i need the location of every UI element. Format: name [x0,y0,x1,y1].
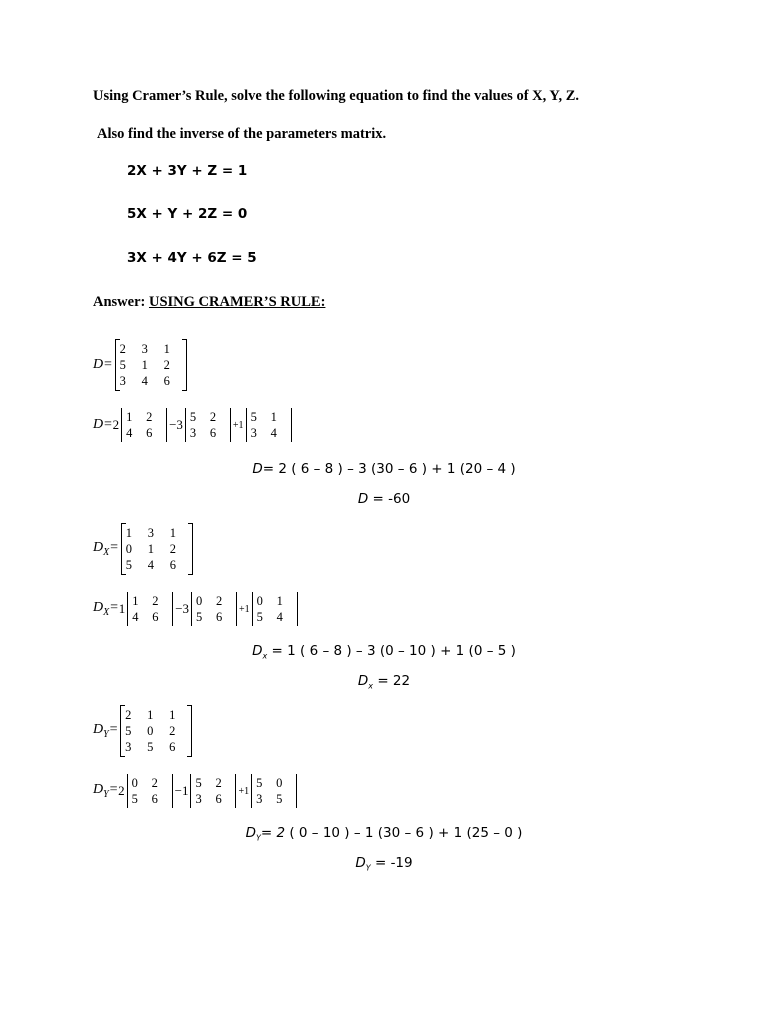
dy-matrix-block [93,706,192,756]
dx-minor-3: 0 1 5 4 [252,592,298,626]
dy-calculation: $D_Y= 2$ ( 0 – 10 ) – 1 (30 – 6 ) + 1 (25 – 0 ) [245,825,523,843]
dx-expansion-label: $D_X=$ [93,600,119,618]
dy-matrix: 2 1 1 5 0 2 3 5 6 [120,706,192,756]
dy-coef-2: −1 [174,783,189,798]
dx-coef-1: 1 [118,601,126,616]
d-coef-3: +1 [232,419,244,431]
d-minor-3: 5 1 3 4 [246,408,292,442]
dx-matrix-block [93,524,193,574]
d-calculation: D= 2 ( 6 – 8 ) – 3 (30 – 6 ) + 1 (20 – 4 ) [252,461,516,477]
d-matrix-label: D= [93,357,113,372]
dx-calculation: $D_x = 1$ ( 6 – 8 ) – 3 (0 – 10 ) + 1 (0 – 5 ) [252,643,516,661]
d-expansion-label: D= [93,417,113,432]
equation-3: 3X + 4Y + 6Z = 5 [127,250,257,266]
problem-line-2: Also find the inverse of the parameters matrix. [97,126,387,142]
dx-matrix-label: $D_X=$ [93,540,119,558]
dx-minor-1: 1 2 4 6 [127,592,173,626]
dx-expansion [93,592,300,626]
d-matrix: 2 3 1 5 1 2 3 4 6 [115,340,187,390]
d-matrix-block [93,340,187,390]
d-minor-1: 1 2 4 6 [121,408,167,442]
dx-matrix: 1 3 1 0 1 2 5 4 6 [121,524,193,574]
dy-expansion-label: $D_Y=$ [93,782,119,800]
cramers-rule-heading: USING CRAMER’S RULE: [148,294,326,310]
equation-1: 2X + 3Y + Z = 1 [127,163,248,179]
dy-minor-2: 5 2 3 6 [190,774,236,808]
answer-heading [93,294,325,311]
dy-expansion [93,774,299,808]
d-coef-2: −3 [169,417,183,432]
dy-result: $D_Y = -19$ [355,855,413,873]
dy-minor-3: 5 0 3 5 [251,774,297,808]
dy-coef-1: 2 [118,783,125,798]
dy-matrix-label: $D_Y=$ [93,722,119,740]
d-coef-1: 2 [112,417,120,432]
dx-result: $D_x = 22$ [357,673,411,691]
dx-coef-2: −3 [175,601,190,616]
dx-coef-3: +1 [239,603,250,615]
d-expansion [93,408,294,442]
answer-label: Answer: [93,294,146,310]
dy-minor-1: 0 2 5 6 [127,774,173,808]
equation-2: 5X + Y + 2Z = 0 [127,206,248,222]
d-result: D = -60 [357,491,411,507]
problem-line-1: Using Cramer’s Rule, solve the following equation to find the values of X, Y, Z. [93,88,580,104]
dx-minor-2: 0 2 5 6 [191,592,237,626]
d-minor-2: 5 2 3 6 [185,408,231,442]
dy-coef-3: +1 [238,785,250,797]
